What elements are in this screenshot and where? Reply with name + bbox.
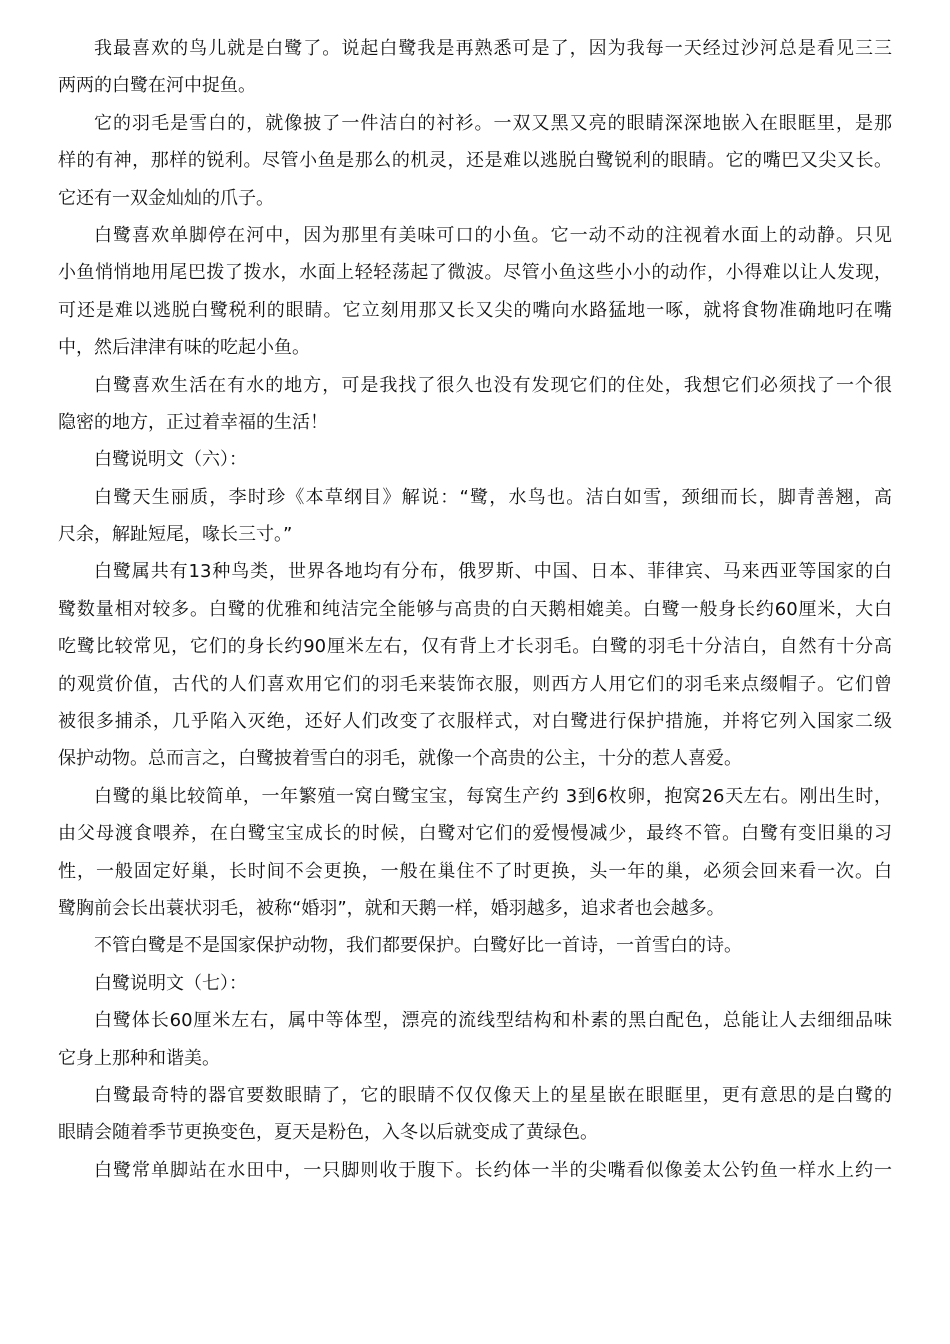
text-line: 被很多捕杀，几乎陷入灭绝，还好人们改变了衣服样式，对白鹭进行保护措施，并将它列入国家二级 — [58, 711, 892, 733]
text-line: 白鹭的巢比较简单，一年繁殖一窝白鹭宝宝，每窝生产约 3到6枚卵，抱窝26天左右。刚出生时， — [94, 785, 892, 807]
text-line: 不管白鹭是不是国家保护动物，我们都要保护。白鹭好比一首诗，一首雪白的诗。 — [94, 935, 742, 957]
text-line: 白鹭最奇特的器官要数眼睛了，它的眼睛不仅仅像天上的星星嵌在眼眶里，更有意思的是白鹭的 — [94, 1084, 892, 1106]
article-body — [58, 30, 892, 1189]
text-line: 的观赏价值，古代的人们喜欢用它们的羽毛来装饰衣服，则西方人用它们的羽毛来点缀帽子。它们曾 — [58, 673, 892, 695]
text-line: 它身上那种和谐美。 — [58, 1047, 220, 1069]
text-line: 白鹭天生丽质，李时珍《本草纲目》解说：“鹭，水鸟也。洁白如雪，颈细而长，脚青善翘，高 — [94, 486, 892, 508]
text-line: 白鹭属共有13种鸟类，世界各地均有分布，俄罗斯、中国、日本、菲律宾、马来西亚等国家的白 — [94, 561, 892, 583]
text-line: 尺余，解趾短尾，喙长三寸。” — [58, 524, 293, 546]
text-line: 它的羽毛是雪白的，就像披了一件洁白的衬衫。一双又黑又亮的眼睛深深地嵌入在眼眶里，是那 — [94, 112, 892, 134]
text-line: 白鹭说明文（七）： — [94, 972, 247, 994]
text-line: 白鹭喜欢生活在有水的地方，可是我找了很久也没有发现它们的住处，我想它们必须找了一个很 — [94, 374, 892, 396]
text-line: 我最喜欢的鸟儿就是白鹭了。说起白鹭我是再熟悉可是了，因为我每一天经过沙河总是看见三三 — [94, 38, 892, 59]
text-line: 它还有一双金灿灿的爪子。 — [58, 187, 274, 209]
text-line: 由父母渡食喂养，在白鹭宝宝成长的时候，白鹭对它们的爱慢慢减少，最终不管。白鹭有变旧巢的习 — [58, 823, 892, 845]
text-line: 白鹭常单脚站在水田中，一只脚则收于腹下。长约体一半的尖嘴看似像姜太公钓鱼一样水上约一 — [94, 1159, 892, 1181]
text-line: 保护动物。总而言之，白鹭披着雪白的羽毛，就像一个高贵的公主，十分的惹人喜爱。 — [58, 748, 742, 770]
text-line: 白鹭说明文（六）： — [94, 449, 247, 471]
text-line: 小鱼悄悄地用尾巴拨了拨水，水面上轻轻荡起了微波。尽管小鱼这些小小的动作，小得难以让人发现， — [58, 262, 892, 284]
text-line: 样的有神，那样的锐利。尽管小鱼是那么的机灵，还是难以逃脱白鹭锐利的眼睛。它的嘴巴又尖又长。 — [58, 150, 892, 172]
text-line: 眼睛会随着季节更换变色，夏天是粉色，入冬以后就变成了黄绿色。 — [58, 1122, 598, 1144]
text-line: 鹭数量相对较多。白鹭的优雅和纯洁完全能够与高贵的白天鹅相媲美。白鹭一般身长约60厘米，大白 — [58, 598, 892, 620]
text-line: 中，然后津津有味的吃起小鱼。 — [58, 337, 310, 359]
text-line: 白鹭体长60厘米左右，属中等体型，漂亮的流线型结构和朴素的黑白配色，总能让人去细细品味 — [94, 1010, 892, 1032]
text-line: 两两的白鹭在河中捉鱼。 — [58, 75, 256, 97]
text-line: 鹭胸前会长出蓑状羽毛，被称“婚羽”，就和天鹅一样，婚羽越多，追求者也会越多。 — [58, 897, 725, 919]
text-line: 隐密的地方，正过着幸福的生活！ — [58, 411, 328, 433]
text-line: 白鹭喜欢单脚停在河中，因为那里有美味可口的小鱼。它一动不动的注视着水面上的动静。只见 — [94, 224, 892, 246]
text-line: 吃鹭比较常见，它们的身长约90厘米左右，仅有背上才长羽毛。白鹭的羽毛十分洁白，自然有十分高 — [58, 636, 892, 658]
text-line: 性，一般固定好巢，长时间不会更换，一般在巢住不了时更换，头一年的巢，必须会回来看一次。白 — [58, 860, 892, 882]
text-line: 可还是难以逃脱白鹭税利的眼睛。它立刻用那又长又尖的嘴向水路猛地一啄，就将食物准确地叼在嘴 — [58, 299, 892, 321]
